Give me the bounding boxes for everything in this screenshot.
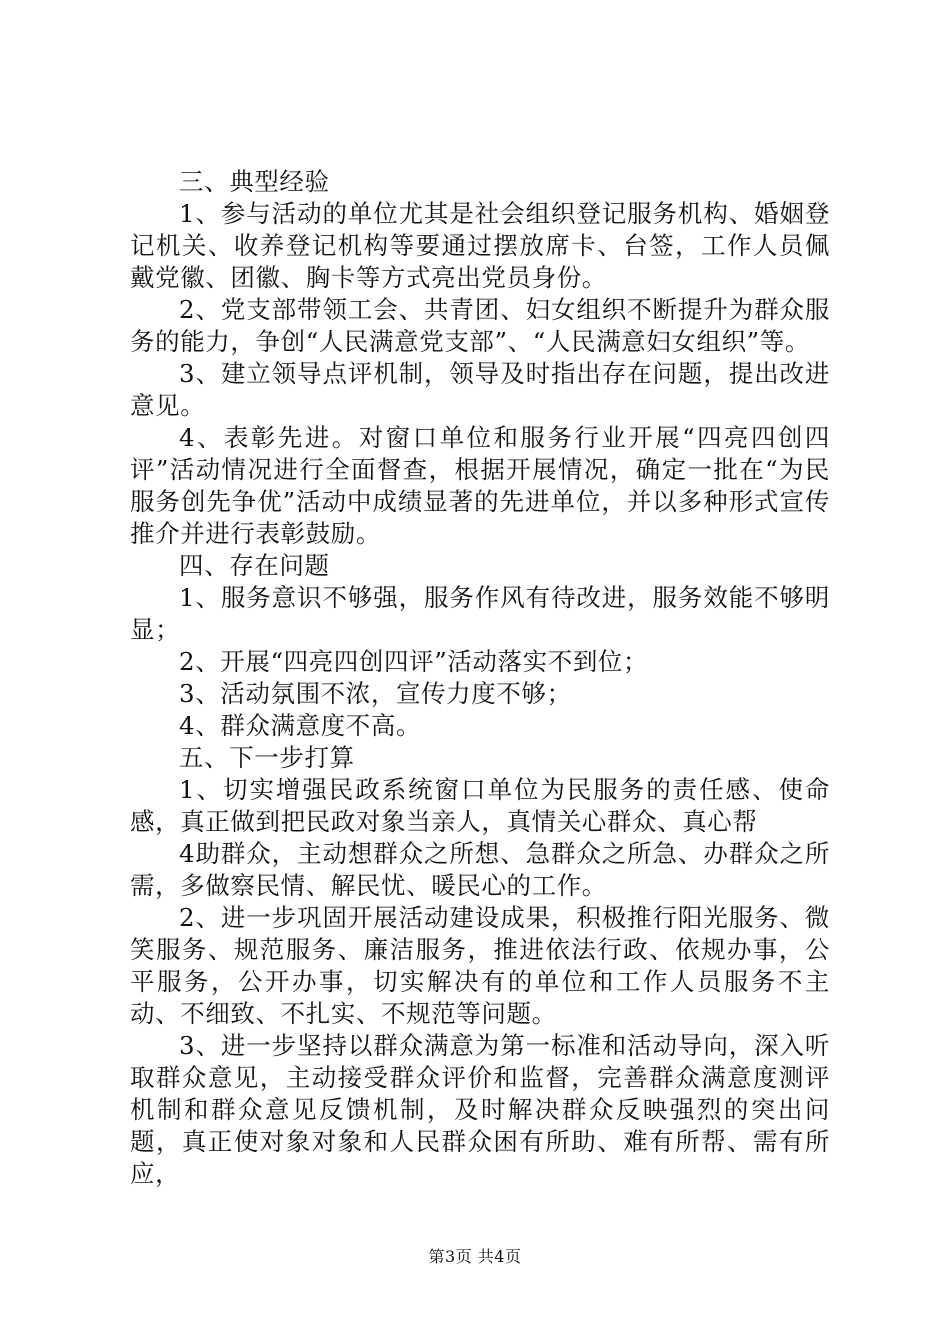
paragraph: 3、活动氛围不浓，宣传力度不够； — [179, 679, 572, 708]
paragraph: 3、建立领导点评机制，领导及时指出存在问题，提出改进意见。 — [130, 359, 830, 420]
paragraph: 4、群众满意度不高。 — [179, 711, 422, 740]
paragraph: 1、服务意识不够强，服务作风有待改进，服务效能不够明显； — [130, 583, 830, 644]
paragraph: 1、切实增强民政系统窗口单位为民服务的责任感、使命感，真正做到把民政对象当亲人，真情关心群众、真心帮 — [130, 775, 830, 836]
paragraph: 3、进一步坚持以群众满意为第一标准和活动导向，深入听取群众意见，主动接受群众评价和监督，完善群众满意度测评机制和群众意见反馈机制，及时解决群众反映强烈的突出问题，真正使对象对象和人民群众困有所助、难有所帮、需有所应， — [130, 1031, 830, 1188]
document-body — [130, 166, 830, 1190]
section-heading-experience: 三、典型经验 — [179, 167, 330, 196]
section-heading-problems: 四、存在问题 — [179, 551, 330, 580]
page-number-footer: 第3页 共4页 — [428, 1247, 522, 1266]
paragraph: 4、表彰先进。对窗口单位和服务行业开展“四亮四创四评”活动情况进行全面督查，根据开展情况，确定一批在“为民服务创先争优”活动中成绩显著的先进单位，并以多种形式宣传推介并进行表彰鼓励。 — [130, 423, 830, 548]
paragraph: 2、开展“四亮四创四评”活动落实不到位； — [179, 647, 649, 676]
paragraph: 1、参与活动的单位尤其是社会组织登记服务机构、婚姻登记机关、收养登记机构等要通过摆放席卡、台签，工作人员佩戴党徽、团徽、胸卡等方式亮出党员身份。 — [130, 199, 830, 292]
paragraph: 4助群众，主动想群众之所想、急群众之所急、办群众之所需，多做察民情、解民忧、暖民心的工作。 — [130, 839, 830, 900]
paragraph: 2、进一步巩固开展活动建设成果，积极推行阳光服务、微笑服务、规范服务、廉洁服务，推进依法行政、依规办事，公平服务，公开办事，切实解决有的单位和工作人员服务不主动、不细致、不扎实、不规范等问题。 — [130, 903, 830, 1028]
paragraph: 2、党支部带领工会、共青团、妇女组织不断提升为群众服务的能力，争创“人民满意党支部”、“人民满意妇女组织”等。 — [130, 295, 830, 356]
section-heading-next-steps: 五、下一步打算 — [179, 743, 355, 772]
